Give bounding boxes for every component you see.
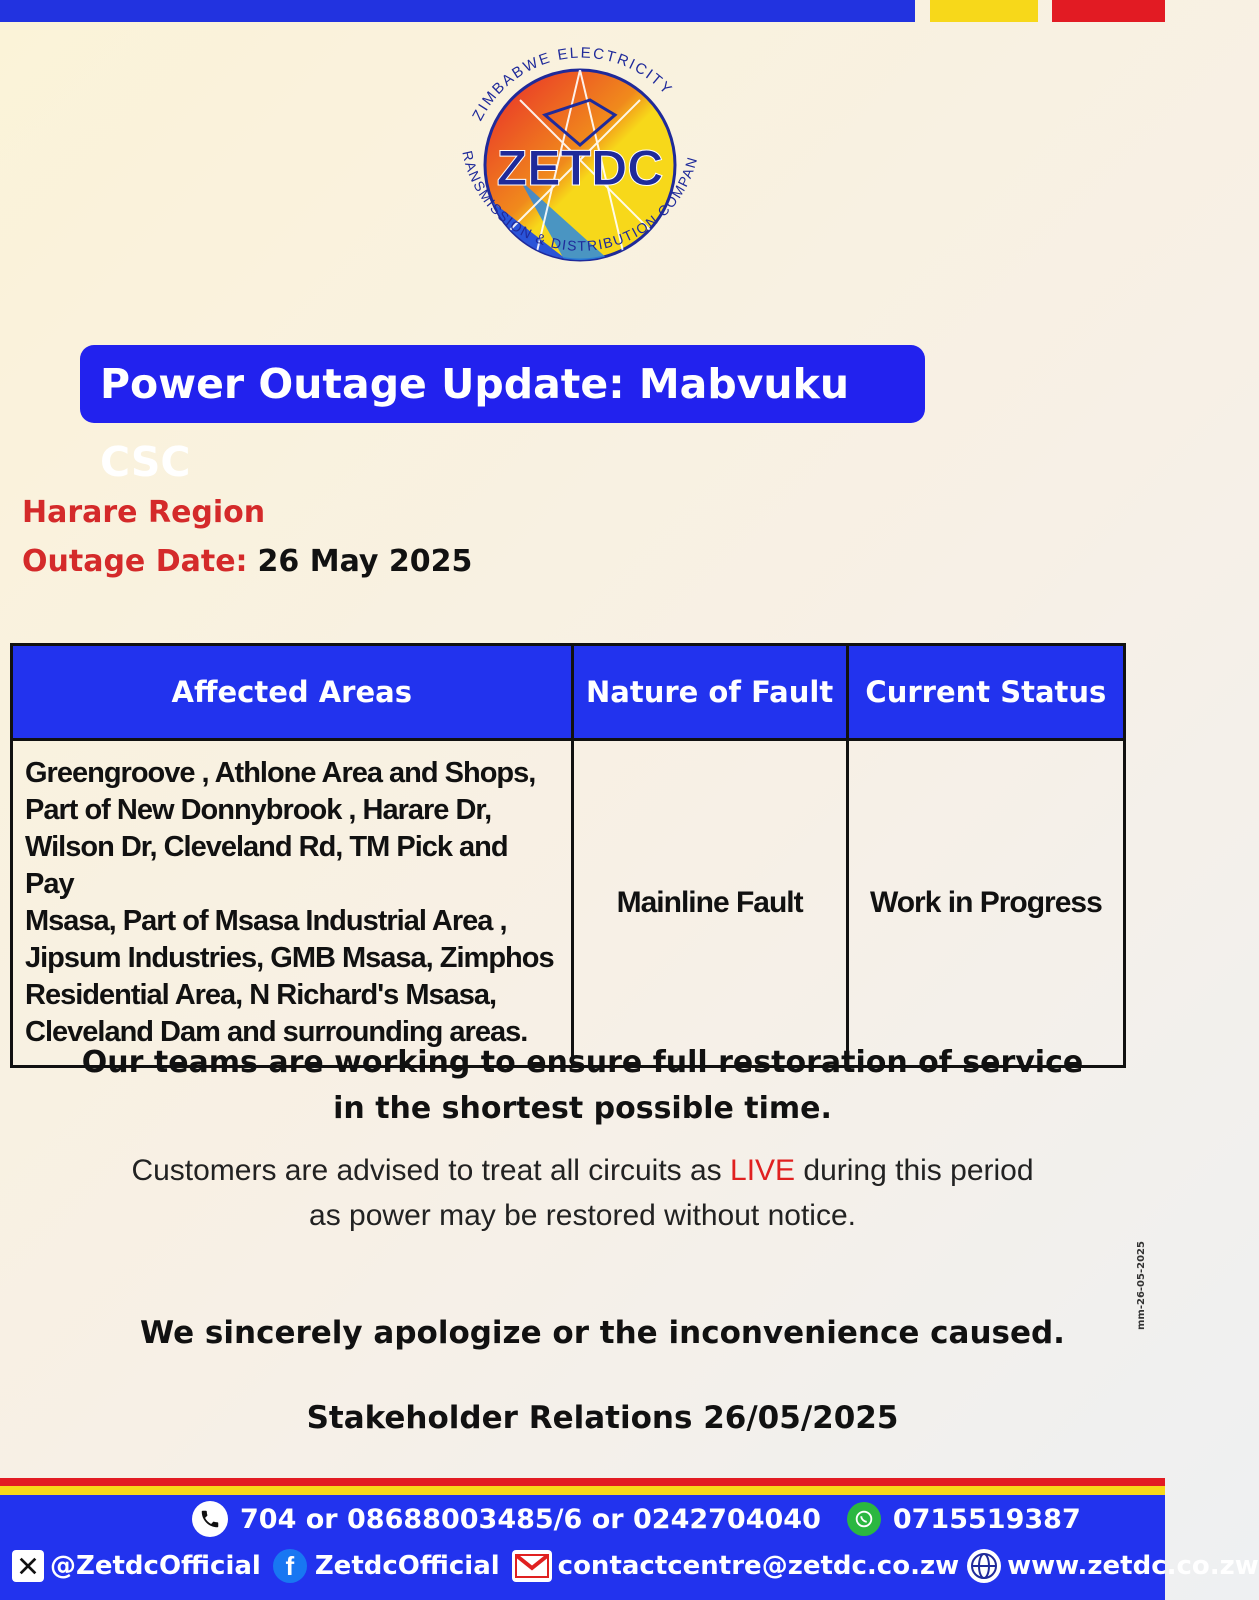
area-line: Jipsum Industries, GMB Msasa, Zimphos: [25, 942, 554, 974]
logo-name: ZETDC: [496, 140, 664, 196]
header-affected-areas: Affected Areas: [12, 645, 573, 740]
header-nature-of-fault: Nature of Fault: [572, 645, 847, 740]
area-line: Part of New Donnybrook , Harare Dr,: [25, 794, 492, 826]
phone-icon: [192, 1501, 228, 1537]
advice-live-word: LIVE: [730, 1154, 796, 1187]
outage-date-value: 26 May 2025: [257, 544, 473, 579]
current-status-cell: Work in Progress: [847, 740, 1124, 1067]
nature-of-fault-cell: Mainline Fault: [572, 740, 847, 1067]
globe-icon: [967, 1549, 1001, 1583]
top-bar-blue: [0, 0, 915, 22]
outage-date: [22, 544, 472, 579]
signature: Stakeholder Relations 26/05/2025: [306, 1400, 899, 1436]
advice-text-pre: Customers are advised to treat all circuits as: [131, 1154, 731, 1187]
restoration-message: [0, 1040, 1165, 1132]
outage-table: [10, 643, 1126, 1068]
area-line: Greengroove , Athlone Area and Shops,: [25, 757, 536, 789]
affected-areas-cell: [12, 740, 573, 1067]
area-line: Residential Area, N Richard's Msasa,: [25, 979, 497, 1011]
table-row: [12, 740, 1125, 1067]
whatsapp-number[interactable]: 0715519387: [892, 1503, 1081, 1535]
email-address[interactable]: contactcentre@zetdc.co.zw: [557, 1551, 960, 1581]
outage-date-label: Outage Date:: [22, 544, 248, 579]
advice-text-post: during this period: [795, 1154, 1034, 1187]
page-title: Power Outage Update: Mabvuku CSC: [80, 345, 925, 423]
facebook-icon: f: [273, 1549, 307, 1583]
region-label: Harare Region: [22, 495, 266, 530]
table-header-row: [12, 645, 1125, 740]
twitter-handle[interactable]: @ZetdcOfficial: [50, 1551, 261, 1581]
area-line: Wilson Dr, Cleveland Rd, TM Pick and Pay: [25, 831, 508, 900]
x-twitter-icon: [12, 1550, 44, 1582]
safety-advice: [0, 1148, 1165, 1238]
area-line: Cleveland Dam and surrounding areas.: [25, 1016, 528, 1048]
whatsapp-icon: [847, 1502, 881, 1536]
facebook-handle[interactable]: ZetdcOfficial: [314, 1551, 500, 1581]
footer-row-phone: [192, 1501, 1081, 1537]
footer-row-social: [12, 1549, 1259, 1583]
header-current-status: Current Status: [847, 645, 1124, 740]
website-url[interactable]: www.zetdc.co.zw: [1007, 1551, 1259, 1581]
contact-footer: [0, 1495, 1259, 1600]
top-bar-yellow: [930, 0, 1038, 22]
phone-numbers[interactable]: 704 or 08688003485/6 or 0242704040: [240, 1503, 821, 1535]
zetdc-logo: [450, 30, 710, 290]
restoration-message-line1: Our teams are working to ensure full restoration of service: [81, 1045, 1084, 1080]
top-bar-red: [1052, 0, 1165, 22]
advice-line2: as power may be restored without notice.: [309, 1199, 856, 1232]
apology-text: We sincerely apologize or the inconvenience caused.: [140, 1315, 1065, 1351]
footer-stripe-yellow: [0, 1486, 1165, 1495]
logo-arc-top: ZIMBABWE ELECTRICITY: [469, 44, 677, 124]
email-icon: [512, 1550, 552, 1582]
restoration-message-line2: in the shortest possible time.: [333, 1091, 832, 1126]
side-code: mm-26-05-2025: [1136, 1241, 1147, 1330]
area-line: Msasa, Part of Msasa Industrial Area ,: [25, 905, 507, 937]
logo-arc-bottom: RANSMISSION & DISTRIBUTION COMPAN: [459, 149, 701, 254]
footer-stripe-red: [0, 1478, 1165, 1486]
